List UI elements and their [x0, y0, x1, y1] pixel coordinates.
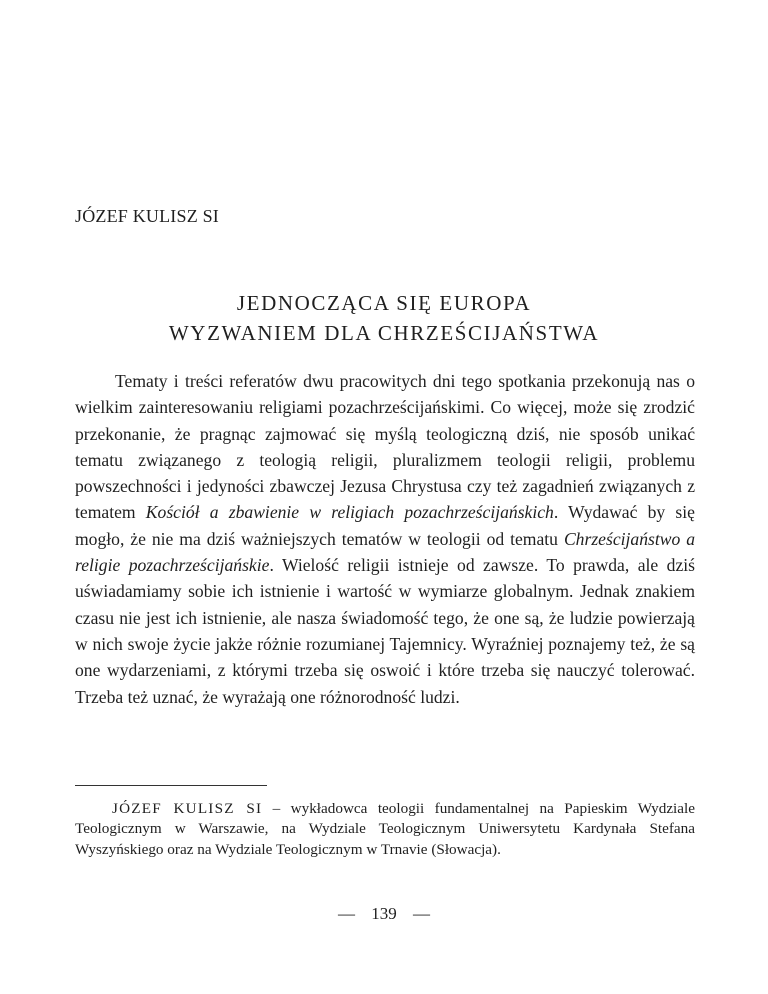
title-line-2: WYZWANIEM DLA CHRZEŚCIJAŃSTWA [168, 321, 600, 345]
footnote [75, 799, 695, 860]
body-text-part-3: . Wielość religii istnieje od zawsze. To prawda, ale dziś uświadamiamy sobie ich istnienie i wartość w wymiarze globalnym. Jednak znakiem czasu nie jest ich istnienie, ale nasza świadomość tego, że one są, że ludzie powierzają w nich swoje życie jakże różnie rozumianej Tajemnicy. Wyraźniej poznajemy też, że są one wydarzeniami, z którymi trzeba się oswoić i które trzeba się nauczyć tolerować. Trzeba też uznać, że wyrażają one różnorodność ludzi. [75, 555, 695, 707]
page-number: 139 [371, 904, 397, 923]
body-text-part-2: . Wydawać by się mogło, że nie ma dziś ważniejszych tematów w teologii od tematu [75, 502, 695, 549]
footnote-separator [75, 785, 267, 786]
footnote-author-name: JÓZEF KULISZ SI [112, 800, 263, 817]
italic-phrase-1: Kościół a zbawienie w religiach pozachrześcijańskich [145, 502, 554, 523]
author-name: JÓZEF KULISZ SI [75, 206, 220, 226]
article-title [0, 288, 768, 348]
right-dash: — [413, 904, 430, 923]
footnote-text: – wykładowca teologii fundamentalnej na Papieskim Wydziale Teologicznym w Warszawie, na Wydziale Teologicznym Uniwersytetu Kardynała Stefana Wyszyńskiego oraz na Wydziale Teologicznym w Trnavie (Słowacja). [75, 800, 695, 858]
left-dash: — [338, 904, 355, 923]
page-footer [0, 904, 768, 924]
title-line-1: JEDNOCZĄCA SIĘ EUROPA [236, 291, 532, 315]
body-text-part-1: Tematy i treści referatów dwu pracowitych dni tego spotkania przekonują nas o wielkim zainteresowaniu religiami pozachrześcijańskimi. Co więcej, może się zrodzić przekonanie, że pragnąc zajmować się myślą teologiczną dziś, nie sposób unikać tematu związanego z teologią religii, pluralizmem teologii religii, problemu powszechności i jedyności zbawczej Jezusa Chrystusa czy też zagadnień związanych z tematem [75, 371, 695, 523]
italic-phrase-2: Chrześcijaństwo a religie pozachrześcijańskie [75, 528, 696, 576]
body-paragraph [75, 368, 695, 710]
